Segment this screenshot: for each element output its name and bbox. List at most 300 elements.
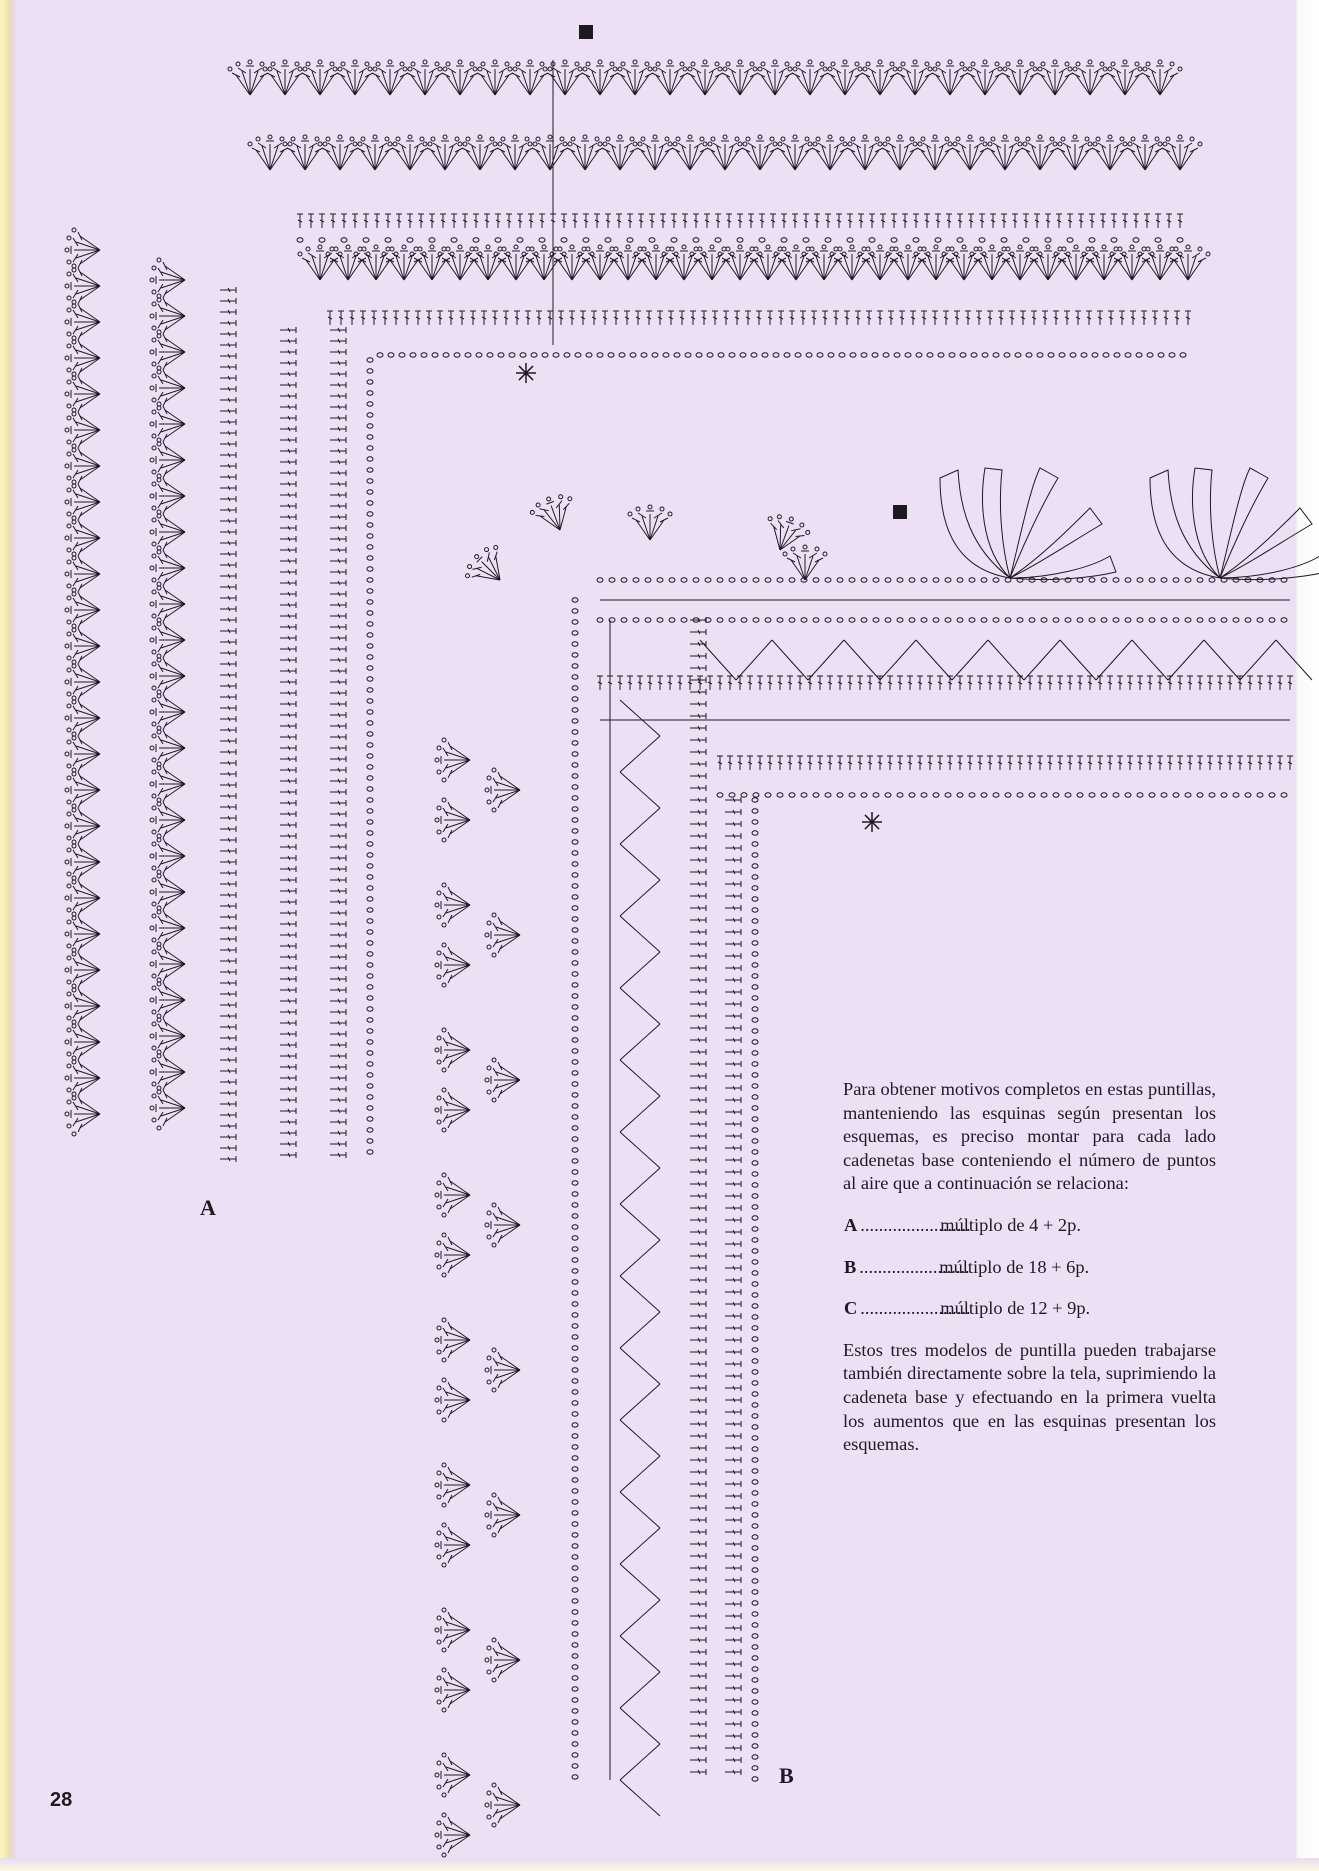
- fan-motif: [65, 1092, 100, 1136]
- stitch-mark: [1097, 311, 1103, 325]
- zigzag-line: [620, 1708, 660, 1744]
- stitch-mark: [752, 1535, 758, 1539]
- stitch-mark: [877, 756, 883, 770]
- stitch-mark: [367, 963, 373, 967]
- stitch-mark: [1034, 214, 1040, 228]
- fan-motif: [150, 258, 185, 302]
- instructions-intro: Para obtener motivos completos en estas puntillas, manteniendo las esquinas según presentan los esquemas, es preciso montar para cada lado cadenetas base conteniendo el número de puntos al aire que a continuación se relaciona:: [843, 1079, 1216, 1194]
- zigzag-line: [620, 1744, 660, 1780]
- stitch-mark: [725, 1721, 741, 1727]
- stitch-mark: [330, 1064, 346, 1070]
- stitch-mark: [752, 1007, 758, 1011]
- stitch-mark: [717, 793, 723, 797]
- stitch-mark: [806, 353, 812, 357]
- stitch-mark: [690, 1637, 706, 1643]
- stitch-mark: [646, 311, 652, 325]
- stitch-mark: [572, 1115, 578, 1119]
- stitch-mark: [330, 1152, 346, 1158]
- stitch-mark: [330, 591, 346, 597]
- stitch-mark: [367, 930, 373, 934]
- stitch-mark: [572, 1159, 578, 1163]
- stitch-mark: [1057, 756, 1063, 770]
- stitch-mark: [1004, 353, 1010, 357]
- stitch-mark: [1133, 214, 1139, 228]
- multiple-value: múltiplo de 12 + 9p.: [940, 1298, 1091, 1319]
- stitch-mark: [945, 793, 951, 797]
- fan-motif: [435, 1233, 470, 1277]
- stitch-mark: [1197, 578, 1203, 582]
- stitch-mark: [752, 1238, 758, 1242]
- stitch-mark: [572, 664, 578, 668]
- stitch-mark: [752, 1315, 758, 1319]
- fan-motif: [435, 738, 470, 782]
- stitch-mark: [572, 1137, 578, 1141]
- stitch-mark: [891, 214, 897, 228]
- stitch-mark: [752, 1458, 758, 1462]
- stitch-mark: [330, 503, 346, 509]
- stitch-mark: [407, 238, 413, 242]
- stitch-mark: [993, 793, 999, 797]
- stitch-mark: [649, 214, 655, 228]
- stitch-mark: [748, 214, 754, 228]
- stitch-mark: [957, 756, 963, 770]
- stitch-mark: [1221, 793, 1227, 797]
- stitch-mark: [367, 875, 373, 879]
- stitch-mark: [619, 353, 625, 357]
- stitch-mark: [330, 1020, 346, 1026]
- stitch-mark: [539, 238, 545, 242]
- stitch-mark: [448, 311, 454, 325]
- stitch-mark: [789, 578, 795, 582]
- stitch-mark: [752, 1249, 758, 1253]
- stitch-mark: [981, 618, 987, 622]
- stitch-mark: [280, 1020, 296, 1026]
- stitch-mark: [220, 650, 236, 656]
- stitch-mark: [907, 676, 913, 690]
- stitch-mark: [367, 688, 373, 692]
- stitch-mark: [613, 311, 619, 325]
- stitch-mark: [690, 941, 706, 947]
- stitch-mark: [747, 756, 753, 770]
- stitch-mark: [280, 734, 296, 740]
- zigzag-line: [620, 1492, 660, 1528]
- multiple-letter: C: [844, 1298, 858, 1319]
- stitch-mark: [813, 618, 819, 622]
- stitch-mark: [1187, 676, 1193, 690]
- stitch-mark: [415, 311, 421, 325]
- chart-label-a: A: [200, 1195, 216, 1220]
- stitch-mark: [752, 1381, 758, 1385]
- stitch-mark: [220, 430, 236, 436]
- stitch-mark: [1163, 311, 1169, 325]
- stitch-mark: [690, 1697, 706, 1703]
- stitch-mark: [572, 214, 578, 228]
- fan-motif: [435, 1608, 470, 1652]
- stitch-mark: [363, 238, 369, 242]
- stitch-mark: [1209, 578, 1215, 582]
- stitch-mark: [1089, 238, 1095, 242]
- stitch-mark: [910, 311, 916, 325]
- stitch-mark: [752, 941, 758, 945]
- stitch-mark: [630, 353, 636, 357]
- stitch-mark: [725, 1409, 741, 1415]
- stitch-mark: [957, 578, 963, 582]
- stitch-mark: [367, 424, 373, 428]
- stitch-mark: [752, 1447, 758, 1451]
- stitch-mark: [451, 238, 457, 242]
- stitch-mark: [454, 353, 460, 357]
- stitch-mark: [470, 311, 476, 325]
- stitch-mark: [752, 1095, 758, 1099]
- stitch-mark: [572, 1093, 578, 1097]
- stitch-mark: [220, 859, 236, 865]
- stitch-mark: [330, 1009, 346, 1015]
- stitch-mark: [849, 793, 855, 797]
- stitch-mark: [572, 1324, 578, 1328]
- stitch-mark: [220, 496, 236, 502]
- stitch-mark: [1157, 676, 1163, 690]
- fan-motif: [150, 1086, 185, 1130]
- stitch-mark: [752, 1018, 758, 1022]
- stitch-mark: [220, 1013, 236, 1019]
- zigzag-line: [1024, 640, 1060, 680]
- stitch-mark: [729, 793, 735, 797]
- stitch-mark: [781, 214, 787, 228]
- stitch-mark: [367, 908, 373, 912]
- stitch-mark: [897, 618, 903, 622]
- fan-motif: [485, 768, 520, 812]
- stitch-mark: [407, 214, 413, 228]
- stitch-mark: [1281, 793, 1287, 797]
- stitch-mark: [220, 320, 236, 326]
- stitch-mark: [280, 624, 296, 630]
- stitch-mark: [220, 551, 236, 557]
- stitch-mark: [690, 653, 706, 659]
- stitch-mark: [1048, 353, 1054, 357]
- stitch-mark: [572, 1621, 578, 1625]
- stitch-mark: [572, 1489, 578, 1493]
- stitch-mark: [909, 578, 915, 582]
- chart-markers: [516, 25, 907, 832]
- stitch-mark: [1111, 238, 1117, 242]
- stitch-mark: [777, 676, 783, 690]
- multiple-value: múltiplo de 4 + 2p.: [940, 1214, 1081, 1235]
- stitch-mark: [330, 800, 346, 806]
- stitch-mark: [330, 360, 346, 366]
- zigzag-line: [620, 844, 660, 880]
- stitch-mark: [725, 1349, 741, 1355]
- stitch-mark: [690, 1385, 706, 1391]
- stitch-mark: [1136, 353, 1142, 357]
- stitch-mark: [725, 1685, 741, 1691]
- stitch-mark: [690, 737, 706, 743]
- stitch-mark: [220, 848, 236, 854]
- fan-motif: [473, 60, 517, 95]
- stitch-mark: [280, 470, 296, 476]
- stitch-mark: [752, 996, 758, 1000]
- stitch-mark: [572, 1049, 578, 1053]
- fan-motif: [527, 490, 580, 538]
- stitch-mark: [367, 545, 373, 549]
- fan-motif: [65, 732, 100, 776]
- stitch-mark: [690, 1421, 706, 1427]
- stitch-mark: [330, 1119, 346, 1125]
- fan-motif: [628, 505, 672, 540]
- zigzag-line: [1240, 640, 1276, 680]
- fan-motif: [485, 913, 520, 957]
- fan-motif: [150, 582, 185, 626]
- multiple-letter: B: [844, 1256, 857, 1277]
- stitch-mark: [280, 525, 296, 531]
- stitch-mark: [718, 353, 724, 357]
- stitch-mark: [367, 600, 373, 604]
- stitch-mark: [752, 809, 758, 813]
- stitch-mark: [280, 404, 296, 410]
- stitch-mark: [220, 507, 236, 513]
- stitch-mark: [1127, 756, 1133, 770]
- stitch-mark: [572, 1676, 578, 1680]
- stitch-mark: [690, 1577, 706, 1583]
- stitch-mark: [729, 353, 735, 357]
- stitch-mark: [572, 1742, 578, 1746]
- stitch-mark: [767, 676, 773, 690]
- stitch-mark: [690, 1109, 706, 1115]
- zigzag-line: [620, 1240, 660, 1276]
- stitch-mark: [330, 976, 346, 982]
- stitch-mark: [660, 214, 666, 228]
- multiple-dots: ........................: [859, 1256, 970, 1277]
- zigzag-line: [620, 1312, 660, 1348]
- fan-motif: [1158, 135, 1202, 170]
- stitch-mark: [572, 1632, 578, 1636]
- stitch-mark: [586, 353, 592, 357]
- stitch-mark: [1233, 618, 1239, 622]
- stitch-mark: [1086, 311, 1092, 325]
- stitch-mark: [572, 1533, 578, 1537]
- stitch-mark: [1113, 618, 1119, 622]
- stitch-mark: [752, 930, 758, 934]
- stitch-mark: [784, 353, 790, 357]
- stitch-mark: [367, 490, 373, 494]
- fan-motif: [150, 906, 185, 950]
- stitch-mark: [690, 1661, 706, 1667]
- fan-motif: [648, 60, 692, 95]
- stitch-mark: [969, 578, 975, 582]
- multiple-letter: A: [844, 1214, 858, 1235]
- stitch-mark: [752, 1051, 758, 1055]
- stitch-mark: [572, 1753, 578, 1757]
- fan-motif: [368, 60, 412, 95]
- stitch-mark: [1037, 676, 1043, 690]
- stitch-mark: [220, 485, 236, 491]
- stitch-mark: [677, 676, 683, 690]
- stitch-mark: [1097, 756, 1103, 770]
- stitch-mark: [539, 214, 545, 228]
- stitch-mark: [725, 1013, 741, 1019]
- stitch-mark: [725, 809, 741, 815]
- stitch-mark: [572, 1654, 578, 1658]
- stitch-mark: [957, 214, 963, 228]
- fan-motif: [460, 540, 516, 596]
- fan-motif: [808, 135, 852, 170]
- stitch-mark: [647, 676, 653, 690]
- stitch-mark: [572, 1247, 578, 1251]
- stitch-mark: [789, 311, 795, 325]
- stitch-mark: [837, 578, 843, 582]
- stitch-mark: [1101, 793, 1107, 797]
- stitch-mark: [752, 1546, 758, 1550]
- stitch-mark: [954, 311, 960, 325]
- stitch-mark: [1070, 353, 1076, 357]
- fan-motif: [263, 60, 307, 95]
- stitch-mark: [330, 756, 346, 762]
- stitch-mark: [280, 1086, 296, 1092]
- stitch-mark: [839, 353, 845, 357]
- stitch-mark: [787, 676, 793, 690]
- stitch-mark: [572, 1467, 578, 1471]
- stitch-mark: [825, 618, 831, 622]
- stitch-mark: [866, 311, 872, 325]
- stitch-mark: [993, 618, 999, 622]
- stitch-mark: [1067, 676, 1073, 690]
- fan-motif: [773, 135, 817, 170]
- stitch-mark: [583, 214, 589, 228]
- stitch-mark: [429, 238, 435, 242]
- stitch-mark: [645, 578, 651, 582]
- stitch-mark: [690, 1625, 706, 1631]
- stitch-mark: [572, 906, 578, 910]
- stitch-mark: [367, 611, 373, 615]
- stitch-mark: [492, 311, 498, 325]
- fan-motif: [703, 135, 747, 170]
- stitch-mark: [1217, 756, 1223, 770]
- stitch-mark: [330, 327, 346, 333]
- stitch-mark: [1057, 676, 1063, 690]
- stitch-mark: [330, 214, 336, 228]
- stitch-mark: [837, 793, 843, 797]
- fan-motif: [65, 444, 100, 488]
- fan-motif: [598, 135, 642, 170]
- stitch-mark: [1125, 578, 1131, 582]
- stitch-mark: [220, 441, 236, 447]
- stitch-mark: [847, 214, 853, 228]
- stitch-mark: [367, 798, 373, 802]
- stitch-mark: [330, 525, 346, 531]
- stitch-mark: [933, 578, 939, 582]
- stitch-mark: [280, 382, 296, 388]
- stitch-mark: [605, 238, 611, 242]
- fan-motif: [858, 60, 902, 95]
- stitch-mark: [752, 1524, 758, 1528]
- stitch-mark: [752, 1403, 758, 1407]
- stitch-mark: [690, 1349, 706, 1355]
- stitch-mark: [752, 1260, 758, 1264]
- stitch-mark: [690, 1709, 706, 1715]
- stitch-mark: [967, 676, 973, 690]
- stitch-mark: [752, 974, 758, 978]
- stitch-mark: [572, 1775, 578, 1779]
- fan-motif: [1018, 135, 1062, 170]
- fan-motif: [893, 60, 937, 95]
- stitch-mark: [1185, 618, 1191, 622]
- stitch-mark: [1001, 214, 1007, 228]
- stitch-mark: [572, 1368, 578, 1372]
- stitch-mark: [330, 712, 346, 718]
- stitch-mark: [690, 1037, 706, 1043]
- fan-motif: [543, 60, 587, 95]
- stitch-mark: [690, 713, 706, 719]
- stitch-mark: [572, 862, 578, 866]
- stitch-mark: [1047, 676, 1053, 690]
- stitch-mark: [572, 1555, 578, 1559]
- stitch-mark: [1089, 618, 1095, 622]
- fan-motif: [435, 1463, 470, 1507]
- stitch-mark: [1197, 793, 1203, 797]
- stitch-mark: [725, 1097, 741, 1103]
- stitch-mark: [725, 1229, 741, 1235]
- stitch-mark: [873, 578, 879, 582]
- fan-motif: [150, 618, 185, 662]
- stitch-mark: [1257, 676, 1263, 690]
- stitch-mark: [725, 1193, 741, 1199]
- stitch-mark: [690, 749, 706, 755]
- stitch-mark: [759, 238, 765, 242]
- zigzag-line: [1276, 640, 1312, 680]
- stitch-mark: [280, 1064, 296, 1070]
- stitch-mark: [977, 756, 983, 770]
- stitch-mark: [220, 342, 236, 348]
- stitch-mark: [220, 397, 236, 403]
- fan-motif: [493, 135, 537, 170]
- stitch-mark: [725, 869, 741, 875]
- stitch-mark: [220, 1057, 236, 1063]
- stitch-mark: [367, 1051, 373, 1055]
- stitch-mark: [965, 311, 971, 325]
- fan-motif: [65, 480, 100, 524]
- stitch-mark: [682, 214, 688, 228]
- stitch-mark: [1277, 676, 1283, 690]
- stitch-mark: [367, 787, 373, 791]
- stitch-mark: [280, 481, 296, 487]
- stitch-mark: [572, 1181, 578, 1185]
- stitch-mark: [580, 311, 586, 325]
- fan-motif: [333, 60, 377, 95]
- fan-motif: [718, 60, 762, 95]
- stitch-mark: [943, 311, 949, 325]
- stitch-mark: [1167, 756, 1173, 770]
- stitch-mark: [393, 311, 399, 325]
- stitch-mark: [690, 1301, 706, 1307]
- stitch-mark: [979, 214, 985, 228]
- asterisk-icon: [862, 812, 882, 832]
- stitch-mark: [1281, 618, 1287, 622]
- stitch-mark: [921, 618, 927, 622]
- stitch-mark: [752, 919, 758, 923]
- stitch-mark: [885, 793, 891, 797]
- stitch-mark: [597, 618, 603, 622]
- stitch-mark: [690, 1685, 706, 1691]
- stitch-mark: [220, 518, 236, 524]
- stitch-mark: [1130, 311, 1136, 325]
- stitch-mark: [725, 1181, 741, 1187]
- fan-motif: [65, 372, 100, 416]
- stitch-mark: [801, 793, 807, 797]
- stitch-mark: [1023, 214, 1029, 228]
- stitch-mark: [725, 1565, 741, 1571]
- stitch-mark: [330, 646, 346, 652]
- stitch-mark: [572, 796, 578, 800]
- fan-motif: [150, 978, 185, 1022]
